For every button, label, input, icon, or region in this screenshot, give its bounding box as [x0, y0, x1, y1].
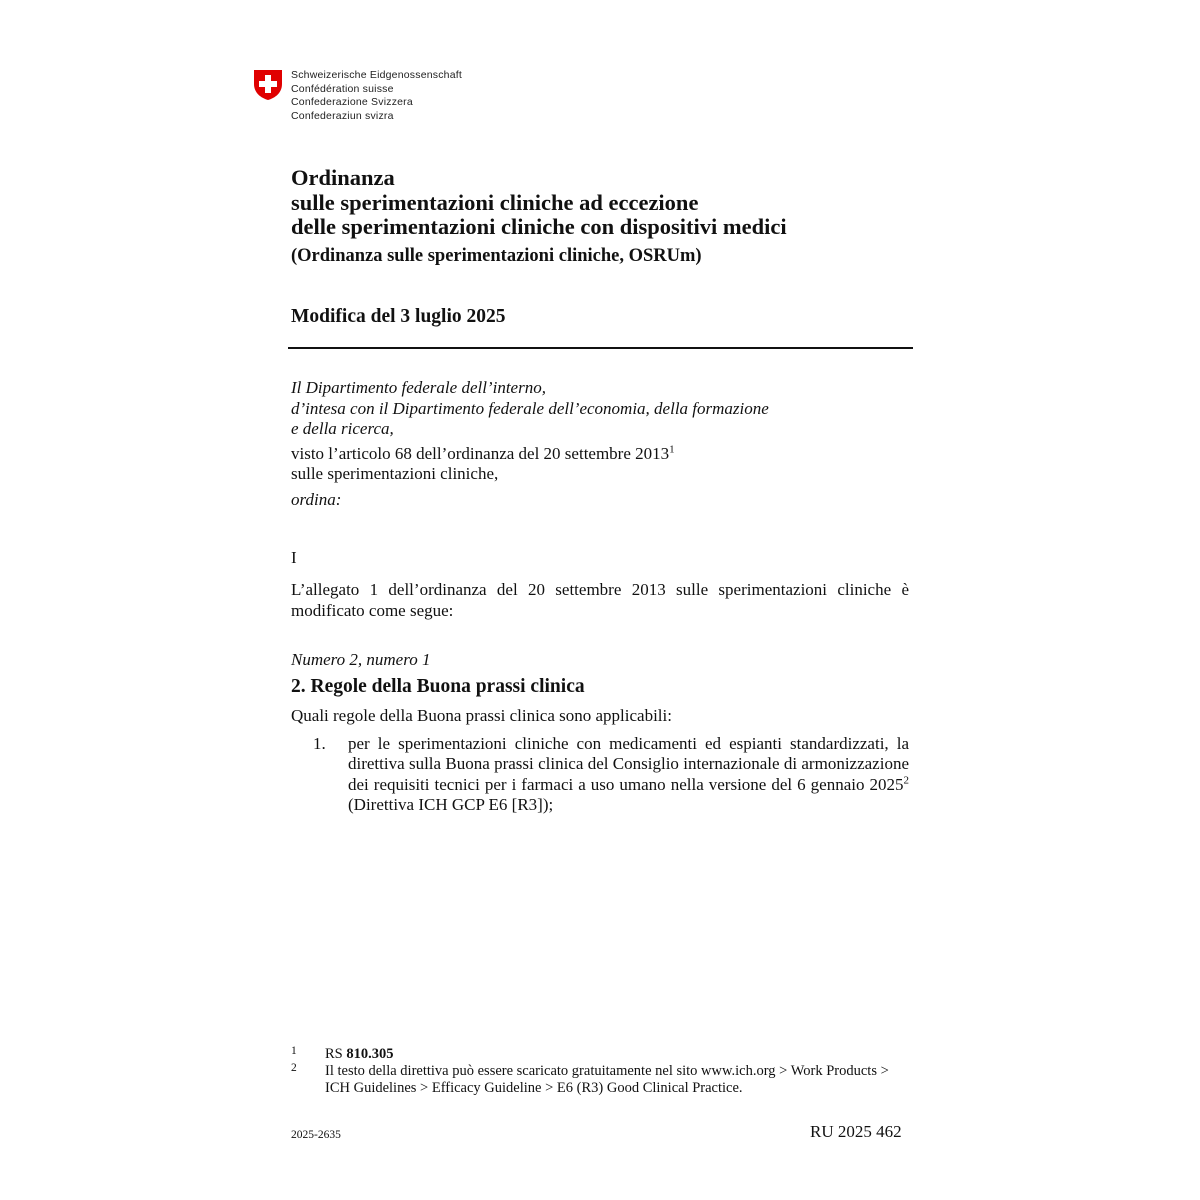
department-line-2: d’intesa con il Dipartimento federale dell’economia, della formazione — [291, 398, 769, 418]
footnote-1 — [325, 1046, 394, 1063]
list-item-text: per le sperimentazioni cliniche con medicamenti ed espianti standardizzati, la direttiva sulla Buona prassi clinica del Consiglio internazionale di armonizzazione dei requisiti tecnici per i farmaci a uso umano nella versione del 6 gennaio 2025 — [348, 734, 909, 794]
footnote-1-number: 1 — [291, 1045, 297, 1057]
official-compilation-reference: RU 2025 462 — [810, 1122, 902, 1141]
footnote-2: Il testo della direttiva può essere scaricato gratuitamente nel sito www.ich.org > Work Products > ICH Guidelines > Efficacy Guideline > E6 (R3) Good Clinical Practice. — [325, 1063, 889, 1096]
document-title — [291, 166, 787, 240]
footnote-ref-1[interactable]: 1 — [669, 443, 675, 456]
document-subtitle: (Ordinanza sulle sperimentazioni cliniche, OSRUm) — [291, 246, 702, 266]
legal-basis — [291, 444, 675, 484]
title-line-1: Ordinanza — [291, 165, 395, 190]
enacting-formula: ordina: — [291, 490, 342, 509]
footnote-ref-2[interactable]: 2 — [903, 773, 909, 786]
amendment-date: Modifica del 3 luglio 2025 — [291, 306, 506, 327]
confederation-name — [291, 69, 462, 124]
numero-reference: Numero 2, numero 1 — [291, 650, 431, 669]
title-divider — [288, 347, 913, 349]
footnote-1-code: 810.305 — [346, 1046, 394, 1062]
list-item-text-end: (Direttiva ICH GCP E6 [R3]); — [348, 794, 554, 814]
list-item — [348, 734, 909, 815]
issuing-department — [291, 378, 769, 440]
document-number: 2025-2635 — [291, 1129, 341, 1141]
list-item-number: 1. — [313, 734, 326, 753]
legal-basis-line-2: sulle sperimentazioni cliniche, — [291, 464, 499, 483]
confederation-line-fr: Confédération suisse — [291, 82, 394, 95]
section-heading: 2. Regole della Buona prassi clinica — [291, 676, 585, 697]
section-intro: Quali regole della Buona prassi clinica sono applicabili: — [291, 706, 672, 725]
department-line-1: Il Dipartimento federale dell’interno, — [291, 378, 546, 397]
part-number: I — [291, 548, 297, 567]
title-line-2: sulle sperimentazioni cliniche ad eccezione — [291, 189, 699, 215]
department-line-3: e della ricerca, — [291, 419, 394, 438]
swiss-coat-of-arms-icon — [253, 69, 283, 101]
amendment-intro: L’allegato 1 dell’ordinanza del 20 settembre 2013 sulle sperimentazioni cliniche è modificato come segue: — [291, 580, 909, 620]
footnote-1-prefix: RS — [325, 1046, 347, 1062]
title-line-3: delle sperimentazioni cliniche con dispositivi medici — [291, 214, 787, 239]
confederation-line-de: Schweizerische Eidgenossenschaft — [291, 69, 462, 81]
footnote-2-number: 2 — [291, 1062, 297, 1074]
confederation-line-it: Confederazione Svizzera — [291, 96, 413, 109]
legal-basis-line-1: visto l’articolo 68 dell’ordinanza del 20 settembre 2013 — [291, 444, 670, 463]
confederation-line-rm: Confederaziun svizra — [291, 110, 394, 123]
